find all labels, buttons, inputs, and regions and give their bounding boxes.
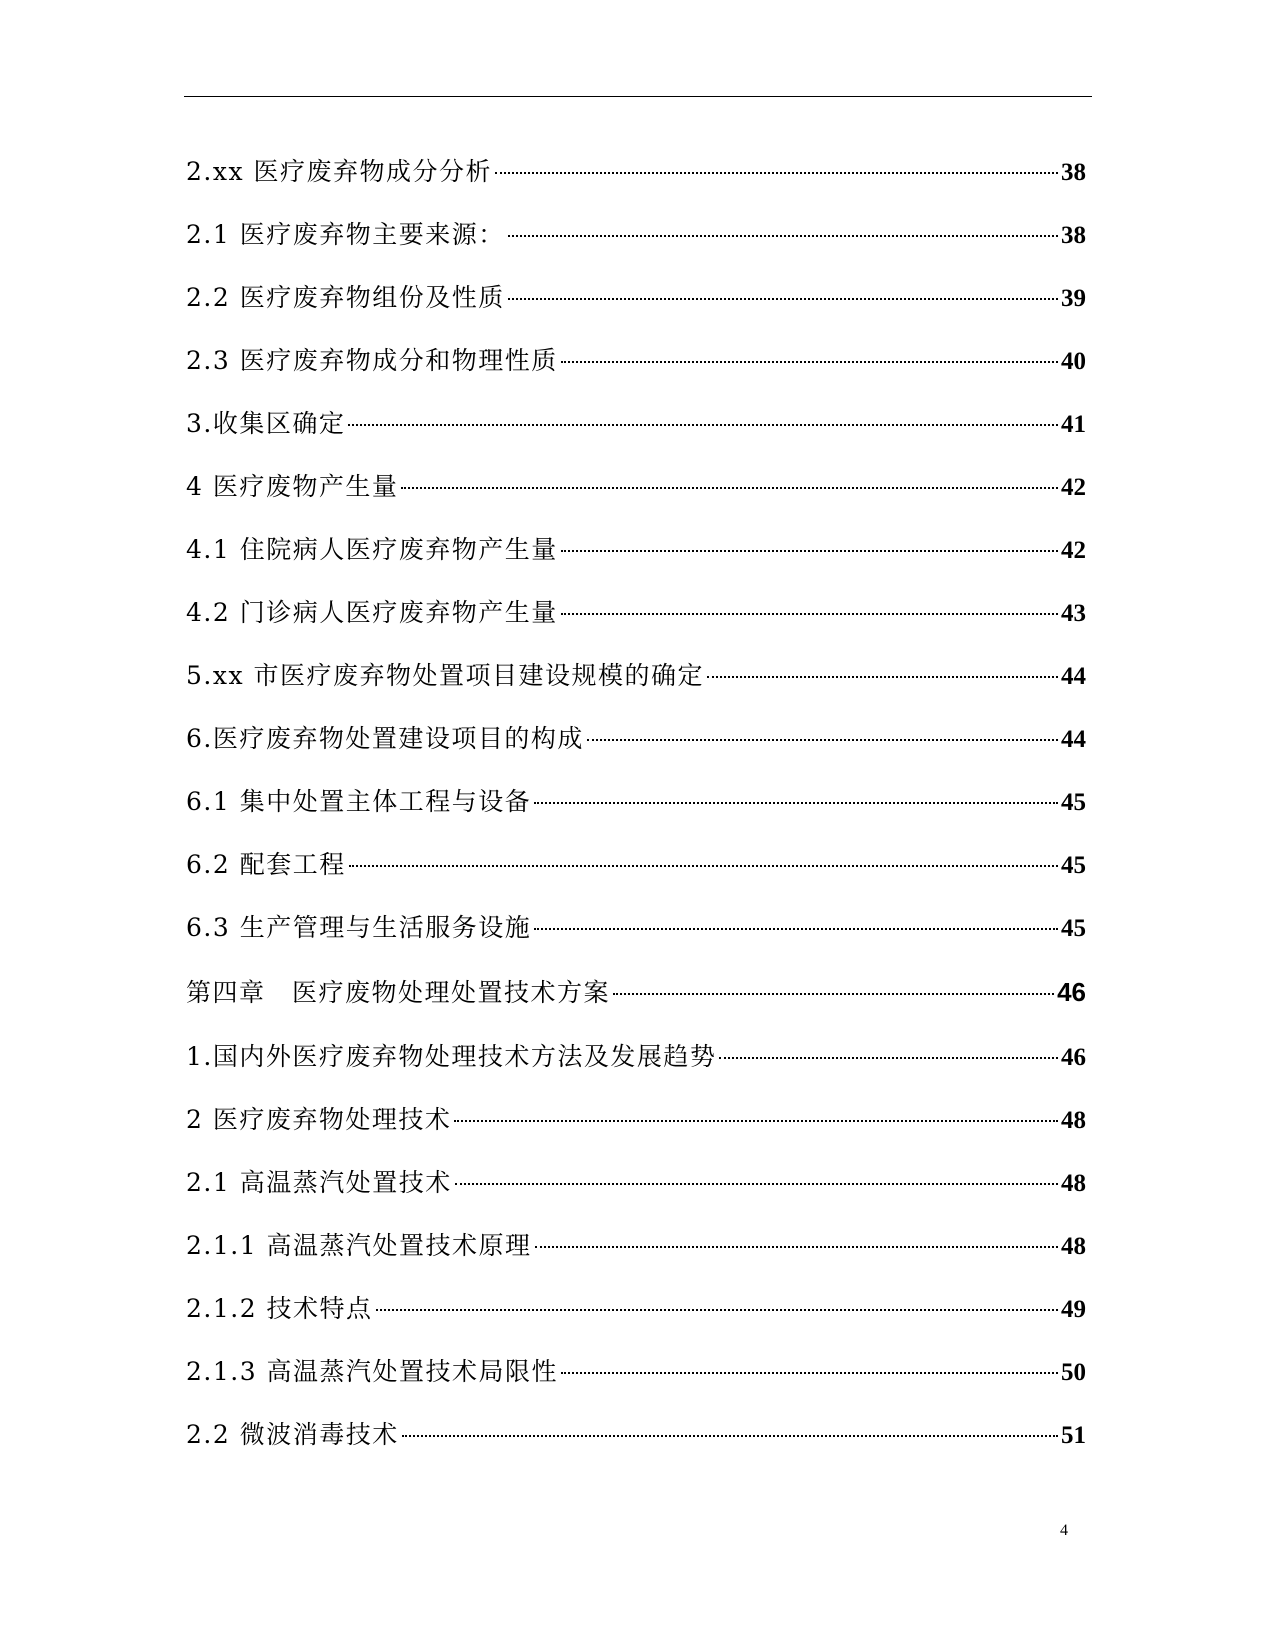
toc-entry-title: 2.1.3 高温蒸汽处置技术局限性 <box>186 1357 559 1386</box>
toc-entry-page: 45 <box>1061 789 1086 816</box>
toc-entry[interactable] <box>186 203 1086 266</box>
toc-entry-title: 2.1 医疗废弃物主要来源： <box>186 220 505 249</box>
dot-leader <box>561 361 1058 363</box>
toc-entry[interactable] <box>186 1340 1086 1403</box>
dot-leader <box>401 487 1058 489</box>
dot-leader <box>613 993 1054 995</box>
dot-leader <box>561 1372 1058 1374</box>
toc-entry-title: 2.3 医疗废弃物成分和物理性质 <box>186 346 558 375</box>
toc-entry-page: 43 <box>1061 600 1086 627</box>
toc-entry-title: 2.2 医疗废弃物组份及性质 <box>186 283 505 312</box>
toc-chapter-title: 第四章 医疗废物处理处置技术方案 <box>186 978 611 1007</box>
toc-entry-title: 2.1.1 高温蒸汽处置技术原理 <box>186 1231 532 1260</box>
toc-entry[interactable] <box>186 392 1086 455</box>
toc-entry-title: 2.1.2 技术特点 <box>186 1294 373 1323</box>
toc-entry-page: 44 <box>1061 663 1086 690</box>
toc-entry[interactable] <box>186 707 1086 770</box>
toc-entry[interactable] <box>186 644 1086 707</box>
dot-leader <box>534 928 1058 930</box>
toc-chapter-entry[interactable] <box>186 959 1086 1025</box>
toc-entry-page: 42 <box>1061 474 1086 501</box>
dot-leader <box>561 550 1058 552</box>
table-of-contents <box>186 140 1086 1466</box>
toc-entry-page: 49 <box>1061 1296 1086 1323</box>
dot-leader <box>535 1246 1058 1248</box>
dot-leader <box>587 739 1058 741</box>
toc-entry-page: 38 <box>1061 159 1086 186</box>
toc-entry[interactable] <box>186 1088 1086 1151</box>
toc-entry-page: 44 <box>1061 726 1086 753</box>
toc-entry[interactable] <box>186 1403 1086 1466</box>
dot-leader <box>508 298 1058 300</box>
toc-entry-title: 2.xx 医疗废弃物成分分析 <box>186 157 492 186</box>
toc-entry-page: 48 <box>1061 1107 1086 1134</box>
toc-entry-page: 48 <box>1061 1170 1086 1197</box>
toc-entry[interactable] <box>186 266 1086 329</box>
toc-entry-title: 6.1 集中处置主体工程与设备 <box>186 787 532 816</box>
dot-leader <box>707 676 1058 678</box>
header-rule <box>184 96 1092 97</box>
toc-entry-page: 40 <box>1061 348 1086 375</box>
toc-entry[interactable] <box>186 770 1086 833</box>
toc-entry-title: 4 医疗废物产生量 <box>186 472 399 501</box>
dot-leader <box>719 1057 1058 1059</box>
toc-entry-title: 5.xx 市医疗废弃物处置项目建设规模的确定 <box>186 661 704 690</box>
toc-entry[interactable] <box>186 518 1086 581</box>
toc-entry-page: 42 <box>1061 537 1086 564</box>
dot-leader <box>561 613 1058 615</box>
toc-entry-page: 45 <box>1061 852 1086 879</box>
toc-entry-title: 6.3 生产管理与生活服务设施 <box>186 913 532 942</box>
dot-leader <box>454 1120 1058 1122</box>
toc-entry-page: 51 <box>1061 1422 1086 1449</box>
dot-leader <box>455 1183 1058 1185</box>
toc-entry-title: 2.1 高温蒸汽处置技术 <box>186 1168 452 1197</box>
toc-entry-page: 50 <box>1061 1359 1086 1386</box>
dot-leader <box>402 1435 1058 1437</box>
toc-entry-page: 48 <box>1061 1233 1086 1260</box>
toc-entry[interactable] <box>186 1151 1086 1214</box>
dot-leader <box>348 424 1058 426</box>
toc-entry[interactable] <box>186 1025 1086 1088</box>
dot-leader <box>534 802 1058 804</box>
toc-entry-title: 4.2 门诊病人医疗废弃物产生量 <box>186 598 558 627</box>
toc-entry-title: 6.2 配套工程 <box>186 850 346 879</box>
toc-entry[interactable] <box>186 1214 1086 1277</box>
toc-entry-page: 45 <box>1061 915 1086 942</box>
toc-entry-page: 39 <box>1061 285 1086 312</box>
toc-entry-title: 6.医疗废弃物处置建设项目的构成 <box>186 724 584 753</box>
toc-entry-title: 2 医疗废弃物处理技术 <box>186 1105 452 1134</box>
dot-leader <box>376 1309 1058 1311</box>
dot-leader <box>349 865 1058 867</box>
dot-leader <box>495 172 1058 174</box>
toc-entry-title: 1.国内外医疗废弃物处理技术方法及发展趋势 <box>186 1042 717 1071</box>
toc-entry-title: 4.1 住院病人医疗废弃物产生量 <box>186 535 558 564</box>
dot-leader <box>508 235 1058 237</box>
toc-entry-page: 38 <box>1061 222 1086 249</box>
toc-entry-page: 46 <box>1061 1044 1086 1071</box>
toc-entry[interactable] <box>186 833 1086 896</box>
toc-entry[interactable] <box>186 581 1086 644</box>
toc-entry[interactable] <box>186 455 1086 518</box>
toc-entry-title: 2.2 微波消毒技术 <box>186 1420 399 1449</box>
toc-entry[interactable] <box>186 329 1086 392</box>
toc-entry[interactable] <box>186 140 1086 203</box>
page-number: 4 <box>1060 1522 1068 1539</box>
toc-entry-page: 41 <box>1061 411 1086 438</box>
toc-entry[interactable] <box>186 896 1086 959</box>
toc-chapter-page: 46 <box>1057 977 1086 1007</box>
toc-entry-title: 3.收集区确定 <box>186 409 346 438</box>
toc-entry[interactable] <box>186 1277 1086 1340</box>
